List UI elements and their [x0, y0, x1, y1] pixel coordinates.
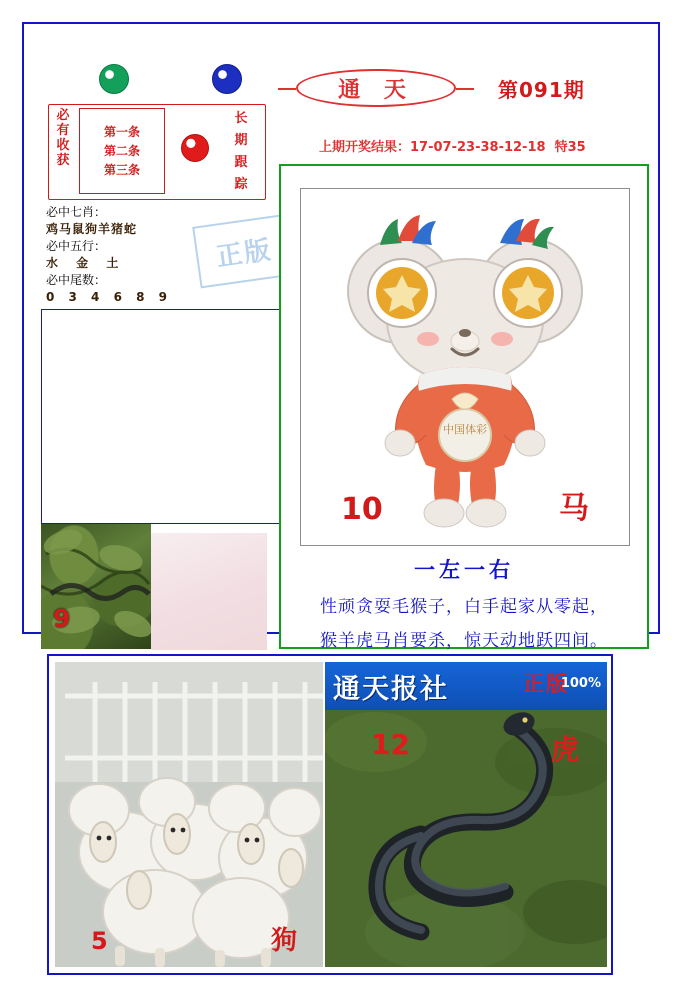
mascot-number: 10 — [341, 492, 383, 527]
card-verse — [281, 590, 647, 658]
kill-row-2: 第二条 — [103, 143, 140, 158]
snake-photo — [325, 662, 607, 967]
sheep-photo-number: 5 — [91, 927, 108, 955]
kill-row-3: 第三条 — [103, 162, 140, 177]
kill-rows — [79, 108, 165, 194]
kill-row-1: 第一条 — [103, 124, 140, 139]
red-ball-icon — [181, 134, 209, 162]
top-panel — [22, 22, 660, 651]
last-draw-result — [319, 136, 586, 155]
leaf-photo — [41, 524, 151, 649]
right-vertical-text: 长期跟踪 — [234, 111, 248, 192]
must-five-value: 水 金 土 — [46, 256, 126, 270]
last-draw-label: 上期开奖结果： — [319, 140, 411, 155]
banner-percent: 100% — [560, 676, 601, 691]
green-ball-icon — [99, 64, 129, 94]
must-seven-label: 必中七肖： — [46, 205, 107, 219]
card-headline: 一左一右 — [414, 558, 514, 582]
must-tail-label: 必中尾数： — [46, 273, 107, 287]
leaf-photo-number: 9 — [53, 604, 71, 633]
mascot-picture — [300, 188, 630, 546]
last-draw-numbers: 17-07-23-38-12-18 — [410, 140, 546, 155]
must-seven-value: 鸡马鼠狗羊猪蛇 — [46, 222, 138, 236]
left-vertical-text: 必有收获 — [56, 108, 70, 168]
svg-text:中国体彩: 中国体彩 — [443, 423, 487, 436]
bottom-panel — [47, 654, 613, 975]
mascot-art — [340, 213, 590, 533]
banner-red-tag: 正版 — [523, 672, 569, 696]
sheep-photo-zodiac: 狗 — [270, 926, 297, 956]
blue-ball-icon — [212, 64, 242, 94]
snake-photo-zodiac: 虎 — [550, 733, 579, 766]
must-tail-value: 0 3 4 6 8 9 — [46, 290, 172, 304]
blank-box — [41, 309, 296, 524]
sheep-photo — [55, 662, 323, 967]
snake-photo-number: 12 — [371, 728, 410, 761]
verified-stamp: 正版 — [192, 214, 296, 289]
verse-line-2: 猴羊虎马肖要杀，惊天动地跃四间。 — [320, 631, 608, 651]
banner-title: 通天报社 — [333, 673, 449, 705]
pink-blank-box — [151, 533, 267, 650]
must-five-label: 必中五行： — [46, 239, 107, 253]
report-banner — [325, 662, 607, 710]
last-draw-special: 特35 — [554, 140, 586, 155]
verse-line-1: 性顽贪耍毛猴子，白手起家从零起， — [320, 597, 608, 617]
issue-number: 第091期 — [498, 78, 585, 102]
site-title: 通 天 — [296, 69, 456, 107]
mascot-zodiac: 马 — [559, 491, 589, 526]
main-card — [279, 164, 649, 649]
